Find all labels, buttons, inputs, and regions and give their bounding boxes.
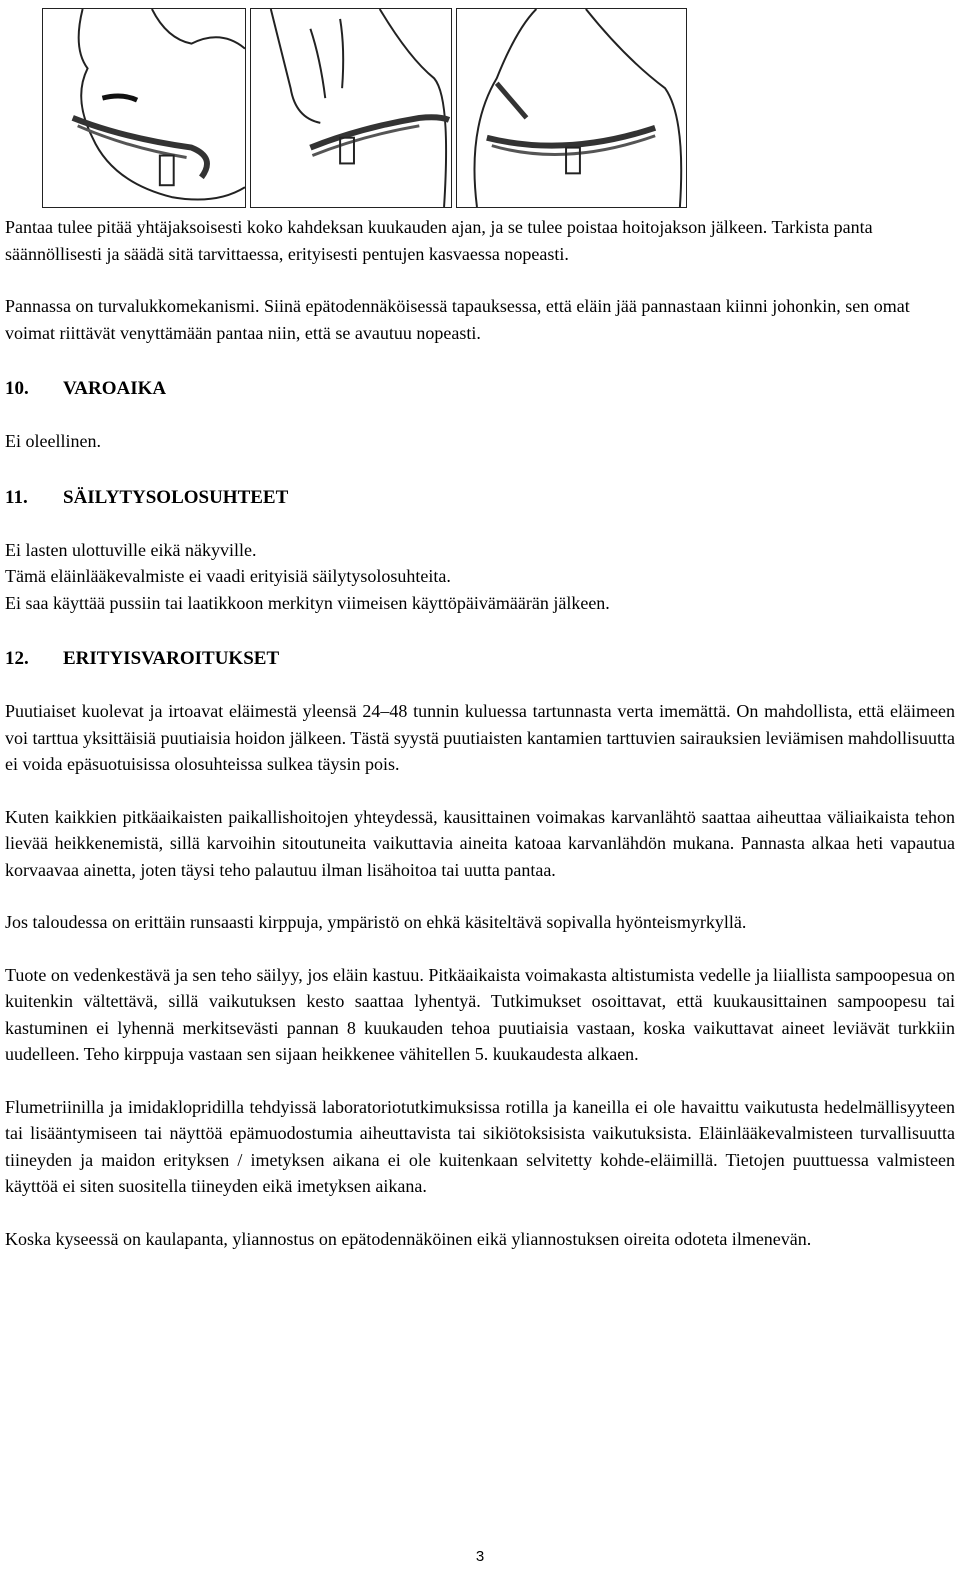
section-11-line-3: Ei saa käyttää pussiin tai laatikkoon merkityn viimeisen käyttöpäivämäärän jälkeen.	[5, 592, 610, 613]
cat-head-with-collar-icon	[43, 9, 245, 207]
section-title: SÄILYTYSOLOSUHTEET	[63, 486, 289, 508]
section-number: 12.	[5, 648, 29, 669]
section-number: 11.	[5, 486, 28, 508]
water-resistance-paragraph: Tuote on vedenkestävä ja sen teho säilyy, jos eläin kastuu. Pitkäaikaista voimakasta altistumista vedelle ja liiallista sampoopesua on kuitenkin vältettävä, sillä vaikutuksen kesto saattaa lyhentyä. Tutkimukset osoittavat, että kuukausittainen sampoopesu tai kastuminen ei lyhennä merkitsevästi pannan 8 kuukauden tehoa puutiaisia vastaan, koska vaikuttavat aineet leviävät turkkiin uudelleen. Teho kirppuja vastaan sen sijaan heikkenee vähitellen 5. kuukaudesta alkaen.	[5, 964, 955, 1064]
section-10-heading	[5, 376, 955, 402]
collar-illustrations	[42, 8, 687, 208]
ticks-paragraph: Puutiaiset kuolevat ja irtoavat eläimestä yleensä 24–48 tunnin kuluessa tartunnasta verta imemättä. On mahdollista, että eläimeen voi tarttua yksittäisiä puutiaisia hoidon jälkeen. Tästä syystä puutiaisten kantamien tarttuvien sairauksien leviämisen mahdollisuutta ei voida epäsuotuisissa olosuhteissa sulkea täysin pois.	[5, 701, 955, 774]
cat-collar-fitting-step-3-image	[456, 8, 687, 208]
flea-infestation-paragraph: Jos taloudessa on erittäin runsaasti kirppuja, ympäristö on ehkä käsiteltävä sopivalla hyönteismyrkyllä.	[5, 912, 747, 932]
hand-adjusting-collar-icon	[251, 9, 451, 207]
overdose-paragraph: Koska kyseessä on kaulapanta, yliannostus on epätodennäköinen eikä yliannostuksen oireita odoteta ilmenevän.	[5, 1228, 812, 1249]
pregnancy-paragraph: Flumetriinilla ja imidaklopridilla tehdyissä laboratoriotutkimuksissa rotilla ja kaneilla ei ole havaittu vaikutusta hedelmällisyyteen tai lisääntymiseen tai näyttöä epämuodostumia aiheuttavista tai sikiötoksisista vaikutuksista. Eläinlääkevalmisteen turvallisuutta tiineyden ja maidon erityksen / imetyksen aikana ei ole kuitenkaan selvitetty kohde-eläimillä. Tietojen puuttuessa valmisteen käyttöä ei siten suositella tiineyden eikä imetyksen aikana.	[5, 1096, 955, 1196]
cat-neck-with-fitted-collar-icon	[457, 9, 686, 207]
section-11-heading	[5, 485, 955, 511]
section-title: VAROAIKA	[63, 378, 167, 399]
section-11-line-2: Tämä eläinlääkevalmiste ei vaadi erityisiä säilytysolosuhteita.	[5, 566, 451, 586]
cat-collar-fitting-step-2-image	[250, 8, 452, 208]
section-10-text: Ei oleellinen.	[5, 431, 101, 451]
collar-duration-paragraph: Pantaa tulee pitää yhtäjaksoisesti koko kahdeksan kuukauden ajan, ja se tulee poistaa hoitojakson jälkeen. Tarkista panta säännöllisesti ja säädä sitä tarvittaessa, erityisesti pentujen kasvaessa nopeasti.	[5, 217, 873, 264]
section-title: ERITYISVAROITUKSET	[63, 648, 280, 669]
document-body	[5, 214, 955, 1252]
page-number: 3	[475, 1548, 485, 1565]
safety-lock-paragraph: Pannassa on turvalukkomekanismi. Siinä epätodennäköisessä tapauksessa, että eläin jää pannastaan kiinni johonkin, sen omat voimat riittävät venyttämään pantaa niin, että se avautuu nopeasti.	[5, 296, 910, 343]
section-12-heading	[5, 646, 955, 672]
cat-collar-fitting-step-1-image	[42, 8, 246, 208]
hair-loss-paragraph: Kuten kaikkien pitkäaikaisten paikallishoitojen yhteydessä, kausittainen voimakas karvanlähtö saattaa aiheuttaa väliaikaista tehon lievää heikkenemistä, sillä karvoihin sitoutuneita vaikuttavia aineita katoaa karvanlähdön mukana. Pannasta alkaa heti vapautua korvaavaa ainetta, joten täysi teho palautuu ilman lisähoitoa tai uutta pantaa.	[5, 806, 955, 880]
section-number: 10.	[5, 378, 29, 399]
section-11-line-1: Ei lasten ulottuville eikä näkyville.	[5, 539, 257, 560]
